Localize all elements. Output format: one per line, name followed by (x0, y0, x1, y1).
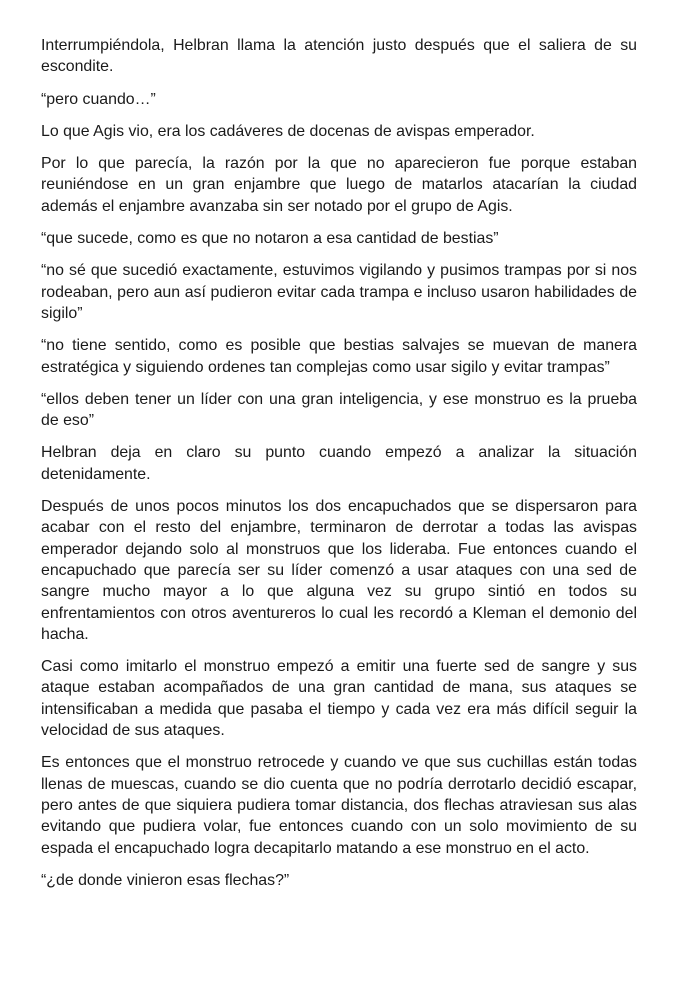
paragraph-13: “¿de donde vinieron esas flechas?” (41, 871, 290, 889)
paragraph-9: Helbran deja en claro su punto cuando empezó a analizar la situación detenidamente. (41, 444, 637, 483)
paragraph-4: Por lo que parecía, la razón por la que no aparecieron fue porque estaban reuniéndose en un gran enjambre que luego de matarlos atacarían la ciudad además el enjambre avanzaba sin ser notado por el grupo de Agis. (41, 155, 637, 215)
paragraph-8: “ellos deben tener un líder con una gran inteligencia, y ese monstruo es la prueba de eso” (41, 390, 637, 430)
paragraph-3: Lo que Agis vio, era los cadáveres de docenas de avispas emperador. (41, 122, 535, 140)
paragraph-5: “que sucede, como es que no notaron a esa cantidad de bestias” (41, 230, 499, 248)
paragraph-10: Después de unos pocos minutos los dos encapuchados que se dispersaron para acabar con el resto del enjambre, terminaron de derrotar a todas las avispas emperador dejando solo al monstruos que los lideraba. Fue entonces cuando el encapuchado que parecía ser su líder comenzó a usar ataques con una sed de sangre mucho mayor a lo que alguna vez su grupo sintió en todos su enfrentamientos con otros aventureros lo cual les recordó a Kleman el demonio del hacha. (41, 498, 637, 643)
paragraph-11: Casi como imitarlo el monstruo empezó a emitir una fuerte sed de sangre y sus ataque estaban acompañados de una gran cantidad de mana, sus ataques se intensificaban a medida que pasaba el tiempo y cada vez era más difícil seguir la velocidad de sus ataques. (41, 658, 637, 740)
paragraph-6: “no sé que sucedió exactamente, estuvimos vigilando y pusimos trampas por si nos rodeaban, pero aun así pudieron evitar cada trampa e incluso usaron habilidades de sigilo” (41, 262, 637, 322)
document-body (41, 35, 637, 902)
paragraph-2: “pero cuando…” (41, 90, 156, 108)
paragraph-1: Interrumpiéndola, Helbran llama la atención justo después que el saliera de su escondite. (41, 37, 637, 76)
paragraph-12: Es entonces que el monstruo retrocede y cuando ve que sus cuchillas están todas llenas de muescas, cuando se dio cuenta que no podría derrotarlo decidió escapar, pero antes de que siquiera pudiera tomar distancia, dos flechas atraviesan sus alas evitando que pudiera volar, fue entonces cuando con un solo movimiento de su espada el encapuchado logra decapitarlo matando a ese monstruo en el acto. (41, 754, 637, 857)
paragraph-7: “no tiene sentido, como es posible que bestias salvajes se muevan de manera estratégica y siguiendo ordenes tan complejas como usar sigilo y evitar trampas” (41, 337, 637, 376)
